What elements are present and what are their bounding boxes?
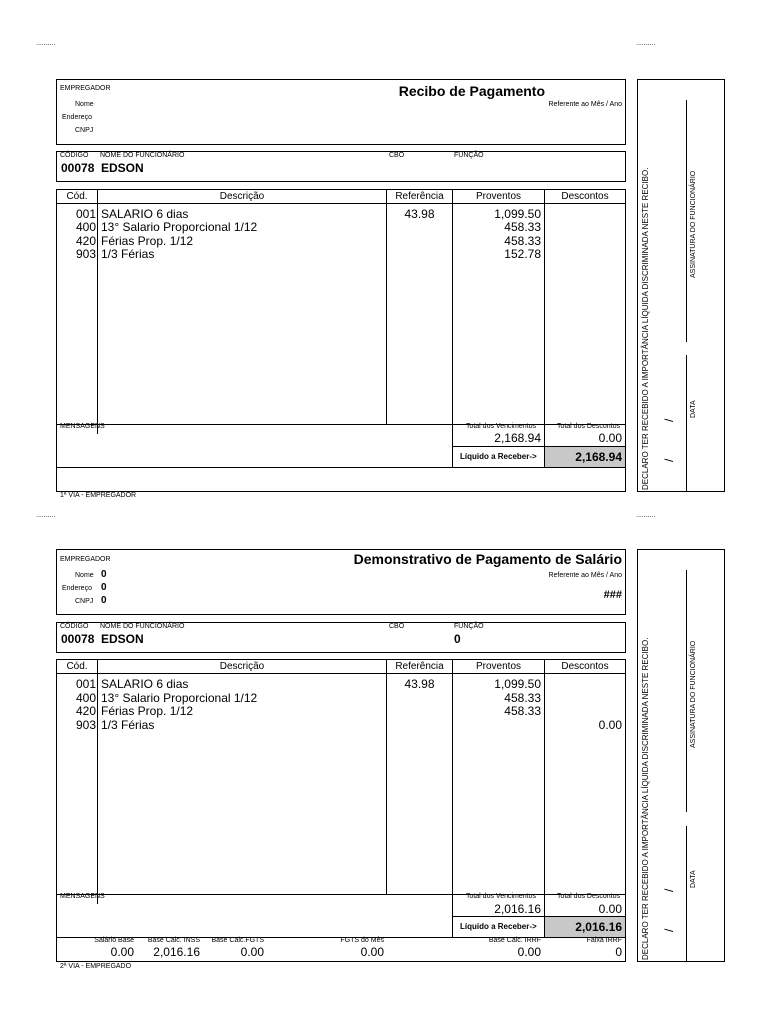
funcao-value: 0 [454, 632, 461, 646]
col-descontos: Descontos [561, 661, 609, 672]
total-descontos-label: Total dos Descontos [556, 423, 620, 430]
liquido-label: Líquido a Receber-> [460, 922, 537, 931]
referente-value: ### [603, 589, 622, 601]
row-cod: 420 [75, 704, 96, 718]
salario-base-label: Salário Base [94, 937, 134, 944]
funcionario-label: NOME DO FUNCIONÁRIO [100, 623, 185, 630]
signature-box [637, 549, 725, 962]
row-desc: SALARIO 6 dias [101, 677, 189, 691]
row-prov: 1,099.50 [494, 207, 541, 221]
codigo-label: CÓDIGO [60, 623, 89, 630]
nome-label: Nome [75, 101, 94, 108]
via-label: 1ª VIA - EMPREGADOR [60, 492, 137, 499]
col-cod: Cód. [66, 661, 88, 672]
cnpj-value: 0 [101, 595, 107, 606]
base-fgts-value: 0.00 [240, 945, 264, 959]
row-prov: 152.78 [504, 247, 541, 261]
assinatura-label: ASSINATURA DO FUNCIONÁRIO [690, 170, 697, 278]
mensagens-label: MENSAGENS [60, 893, 105, 900]
row-cod: 903 [75, 718, 96, 732]
base-fgts-label: Base Calc.FGTS [211, 937, 264, 944]
funcionario-label: NOME DO FUNCIONÁRIO [100, 152, 185, 159]
declaro-text: DECLARO TER RECEBIDO A IMPORTÂNCIA LÍQUIDA DISCRIMINADA NESTE RECIBO. [641, 167, 650, 490]
row-cod: 001 [75, 207, 96, 221]
cnpj-label: CNPJ [75, 598, 94, 605]
date-slash: / [662, 418, 676, 422]
referente-label: Referente ao Mês / Ano [548, 101, 622, 108]
total-descontos-label: Total dos Descontos [556, 893, 620, 900]
col-proventos: Proventos [475, 661, 522, 672]
date-slash: / [662, 458, 676, 462]
document-title: Demonstrativo de Pagamento de Salário [353, 551, 622, 567]
total-vencimentos: 2,168.94 [494, 431, 541, 445]
col-cod: Cód. [66, 191, 88, 202]
row-cod: 400 [75, 220, 96, 234]
codigo-label: CÓDIGO [60, 152, 89, 159]
data-label: DATA [690, 870, 697, 888]
endereco-value: 0 [101, 582, 107, 593]
col-descricao: Descrição [219, 661, 265, 672]
liquido-value: 2,016.16 [575, 920, 622, 934]
row-desc: 13° Salario Proporcional 1/12 [101, 220, 258, 234]
row-desc: Férias Prop. 1/12 [101, 234, 194, 248]
date-slash: / [662, 888, 676, 892]
employee-name: EDSON [101, 161, 144, 175]
row-desc: SALARIO 6 dias [101, 207, 189, 221]
row-prov: 458.33 [504, 220, 541, 234]
row-desc: 1/3 Férias [101, 718, 155, 732]
row-desc: Férias Prop. 1/12 [101, 704, 194, 718]
employee-code: 00078 [61, 632, 95, 646]
cnpj-label: CNPJ [75, 127, 94, 134]
funcao-label: FUNÇÃO [454, 152, 484, 159]
col-descricao: Descrição [219, 191, 265, 202]
declaro-text: DECLARO TER RECEBIDO A IMPORTÂNCIA LÍQUIDA DISCRIMINADA NESTE RECIBO. [641, 637, 650, 960]
empregador-label: EMPREGADOR [60, 85, 111, 92]
via-label: 2ª VIA - EMPREGADO [60, 963, 132, 970]
employee-code: 00078 [61, 161, 95, 175]
row-prov: 1,099.50 [494, 677, 541, 691]
row-ref: 43.98 [404, 207, 435, 221]
col-referencia: Referência [395, 661, 444, 672]
liquido-label: Líquido a Receber-> [460, 452, 537, 461]
cut-mark: .......... [36, 40, 56, 47]
funcao-label: FUNÇÃO [454, 623, 484, 630]
cut-mark: .......... [36, 512, 56, 519]
assinatura-label: ASSINATURA DO FUNCIONÁRIO [690, 640, 697, 748]
row-prov: 458.33 [504, 704, 541, 718]
date-slash: / [662, 928, 676, 932]
employee-name: EDSON [101, 632, 144, 646]
cut-mark: .......... [636, 512, 656, 519]
total-descontos: 0.00 [598, 902, 622, 916]
cbo-label: CBO [389, 152, 405, 159]
data-label: DATA [690, 400, 697, 418]
cut-mark: .......... [636, 40, 656, 47]
liquido-value: 2,168.94 [575, 450, 622, 464]
row-cod: 903 [75, 247, 96, 261]
total-vencimentos: 2,016.16 [494, 902, 541, 916]
mensagens-label: MENSAGENS [60, 423, 105, 430]
row-desc-val: 0.00 [598, 718, 622, 732]
faixa-irrf-value: 0 [615, 945, 622, 959]
row-cod: 400 [75, 691, 96, 705]
nome-value: 0 [101, 569, 107, 580]
salario-base-value: 0.00 [110, 945, 134, 959]
row-desc: 13° Salario Proporcional 1/12 [101, 691, 258, 705]
base-irrf-value: 0.00 [517, 945, 541, 959]
empregador-label: EMPREGADOR [60, 556, 111, 563]
document-title: Recibo de Pagamento [398, 83, 545, 99]
row-cod: 420 [75, 234, 96, 248]
base-irrf-label: Base Calc. IRRF [488, 937, 541, 944]
col-proventos: Proventos [475, 191, 522, 202]
col-referencia: Referência [395, 191, 444, 202]
total-vencimentos-label: Total dos Vencimentos [465, 893, 536, 900]
referente-label: Referente ao Mês / Ano [548, 572, 622, 579]
fgts-mes-label: FGTS do Mês [340, 937, 384, 944]
total-descontos: 0.00 [598, 431, 622, 445]
base-inss-label: Base Calc. INSS [147, 937, 200, 944]
col-descontos: Descontos [561, 191, 609, 202]
endereco-label: Endereço [62, 114, 92, 121]
fgts-mes-value: 0.00 [360, 945, 384, 959]
base-inss-value: 2,016.16 [153, 945, 200, 959]
signature-box [637, 79, 725, 492]
total-vencimentos-label: Total dos Vencimentos [465, 423, 536, 430]
row-prov: 458.33 [504, 691, 541, 705]
row-ref: 43.98 [404, 677, 435, 691]
faixa-irrf-label: Faixa IRRF [586, 937, 622, 944]
row-prov: 458.33 [504, 234, 541, 248]
nome-label: Nome [75, 572, 94, 579]
cbo-label: CBO [389, 623, 405, 630]
row-desc: 1/3 Férias [101, 247, 155, 261]
endereco-label: Endereço [62, 585, 92, 592]
row-cod: 001 [75, 677, 96, 691]
